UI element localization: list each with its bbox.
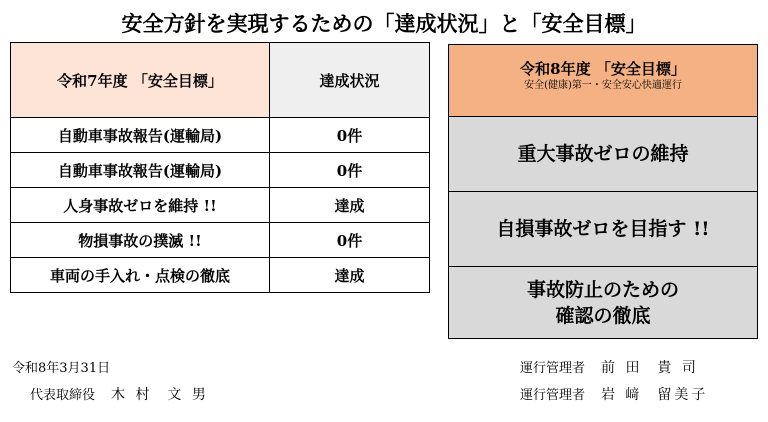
manager-1 — [520, 357, 699, 377]
page-title: 安全方針を実現するための「達成状況」と「安全目標」 — [121, 11, 647, 36]
manager-title: 運行管理者 — [520, 388, 586, 403]
goal-text-line: 確認の徹底 — [555, 304, 651, 327]
goals-header — [449, 45, 757, 117]
manager-2 — [520, 384, 708, 404]
manager-title: 運行管理者 — [520, 361, 586, 376]
row-item: 物損事故の撲滅 !! — [11, 223, 270, 258]
table-row — [11, 153, 430, 188]
issue-date: 令和8年3月31日 — [12, 361, 111, 376]
table-header-row — [11, 43, 430, 118]
goal-item — [449, 267, 757, 338]
table-row — [11, 188, 430, 223]
goal-text: 重大事故ゼロの維持 — [517, 143, 689, 165]
rep-title: 代表取締役 — [30, 388, 96, 403]
manager-name: 前 田 貴 司 — [601, 360, 699, 376]
row-status: 0件 — [270, 223, 430, 258]
row-status: 達成 — [270, 188, 430, 223]
row-item: 車両の手入れ・点検の徹底 — [11, 258, 270, 293]
row-status: 0件 — [270, 153, 430, 188]
rep-name: 木 村 文 男 — [111, 387, 209, 403]
next-year-goals-panel — [448, 44, 758, 339]
row-item: 人身事故ゼロを維持 !! — [11, 188, 270, 223]
goal-item — [449, 192, 757, 267]
achievement-table — [10, 42, 430, 293]
manager-name: 岩 﨑 留美子 — [601, 387, 709, 403]
goals-header-title: 令和8年度 「安全目標」 — [520, 60, 686, 78]
table-row — [11, 258, 430, 293]
goal-text: 自損事故ゼロを目指す !! — [496, 218, 710, 240]
row-status: 0件 — [270, 118, 430, 153]
goals-header-subtitle: 安全(健康)第一・安全安心快適運行 — [524, 80, 682, 91]
row-item: 自動車事故報告(運輸局) — [11, 153, 270, 188]
table-row — [11, 223, 430, 258]
header-safety-goal: 令和7年度 「安全目標」 — [11, 43, 270, 118]
representative — [30, 384, 209, 404]
goal-text-line: 事故防止のための — [526, 278, 679, 301]
table-row — [11, 118, 430, 153]
header-status: 達成状況 — [270, 43, 430, 118]
row-item: 自動車事故報告(運輸局) — [11, 118, 270, 153]
row-status: 達成 — [270, 258, 430, 293]
goal-item — [449, 117, 757, 192]
